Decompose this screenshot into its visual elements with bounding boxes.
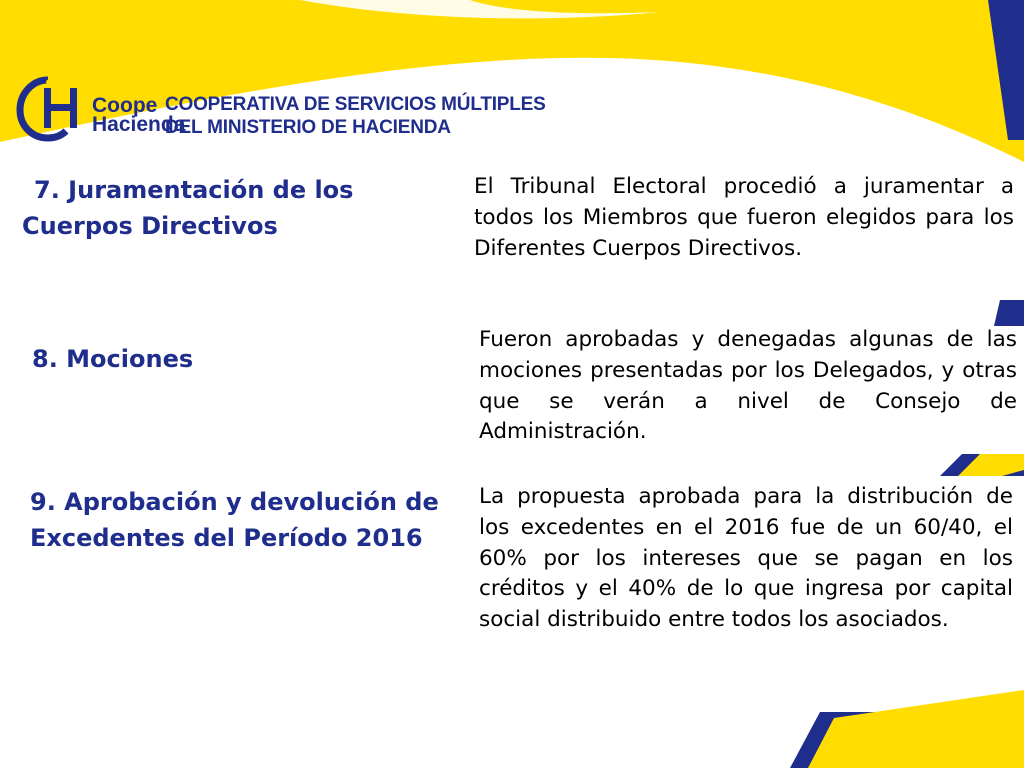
section-body-excedentes: La propuesta aprobada para la distribución de los excedentes en el 2016 fue de un 60/40, el 60% por los intereses que se pagan en los créditos y el 40% de lo que ingresa por capital social distribuido entre todos los asociados.: [479, 484, 1013, 633]
section-body-juramentacion: El Tribunal Electoral procedió a juramentar a todos los Miembros que fueron elegidos para los Diferentes Cuerpos Directivos.: [474, 174, 1014, 261]
mid-right-blue-accent: [994, 300, 1024, 326]
bottom-yellow-ribbon: [808, 690, 1024, 768]
section-heading-line-1: 7. Juramentación de los: [34, 176, 354, 204]
logo-word-hacienda: Hacienda: [92, 113, 186, 136]
section-heading-excedentes: 9. Aprobación y devolución de Excedentes del Período 2016: [30, 488, 439, 552]
section-heading-juramentacion: [22, 172, 462, 244]
section-heading-mociones: 8. Mociones: [32, 345, 194, 373]
org-name-line-2: DEL MINISTERIO DE HACIENDA: [165, 117, 451, 138]
organization-name: [165, 93, 546, 139]
section-body-mociones: Fueron aprobadas y denegadas algunas de las mociones presentadas por los Delegados, y otras que se verán a nivel de Consejo de Administración.: [479, 327, 1017, 445]
section-heading-line-2: Cuerpos Directivos: [22, 212, 278, 240]
logo-word-coope: Coope: [92, 94, 158, 117]
org-name-line-1: COOPERATIVA DE SERVICIOS MÚLTIPLES: [165, 94, 546, 115]
